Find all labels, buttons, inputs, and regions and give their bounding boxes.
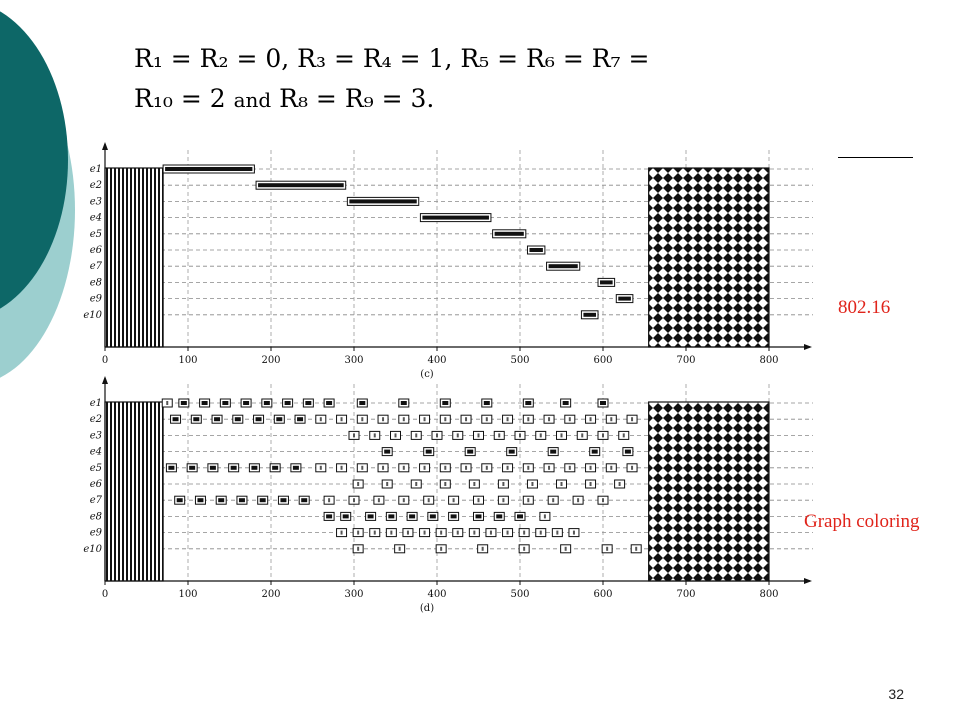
slot-filled — [272, 466, 278, 470]
slot-filled — [280, 498, 286, 502]
slot-empty — [424, 417, 426, 421]
schedule-block — [549, 264, 578, 268]
x-tick-label: 100 — [178, 589, 198, 600]
slot-empty — [353, 433, 355, 437]
slot-empty — [540, 433, 542, 437]
slot-filled — [430, 514, 436, 518]
slot-filled — [388, 514, 394, 518]
slot-filled — [218, 498, 224, 502]
slot-empty — [527, 417, 529, 421]
slot-filled — [222, 401, 228, 405]
row-label: e1 — [89, 398, 102, 409]
slot-empty — [407, 531, 409, 535]
x-tick-label: 600 — [593, 589, 613, 600]
slot-filled — [401, 401, 407, 405]
slot-filled — [343, 514, 349, 518]
slot-filled — [442, 401, 448, 405]
formula-and-word: and — [233, 88, 272, 112]
slot-filled — [168, 466, 174, 470]
slot-empty — [552, 498, 554, 502]
slot-empty — [569, 466, 571, 470]
slot-empty — [619, 482, 621, 486]
slot-filled — [181, 401, 187, 405]
slot-filled — [368, 514, 374, 518]
schedule-panel-d — [83, 376, 813, 614]
slot-empty — [507, 466, 509, 470]
slot-empty — [382, 417, 384, 421]
slot-filled — [214, 417, 220, 421]
row-label: e7 — [89, 495, 102, 507]
slot-filled — [426, 450, 432, 454]
x-tick-label: 300 — [344, 589, 364, 600]
slot-filled — [409, 514, 415, 518]
row-label: e4 — [89, 446, 102, 458]
schedule-block — [422, 216, 489, 220]
slot-filled — [496, 514, 502, 518]
slot-empty — [606, 547, 608, 551]
x-tick-label: 0 — [101, 589, 109, 600]
slot-empty — [527, 466, 529, 470]
x-tick-label: 300 — [344, 355, 364, 366]
slot-empty — [341, 531, 343, 535]
slot-filled — [467, 450, 473, 454]
slot-empty — [581, 433, 583, 437]
x-axis-arrow — [804, 344, 812, 350]
slot-filled — [525, 401, 531, 405]
slot-filled — [301, 498, 307, 502]
slot-empty — [403, 498, 405, 502]
slot-empty — [623, 433, 625, 437]
slot-empty — [544, 514, 546, 518]
slot-empty — [415, 482, 417, 486]
x-tick-label: 100 — [178, 355, 198, 366]
slot-empty — [378, 498, 380, 502]
slot-filled — [173, 417, 179, 421]
slot-empty — [540, 531, 542, 535]
row-label: e6 — [89, 479, 102, 490]
slot-filled — [210, 466, 216, 470]
row-label: e2 — [89, 180, 102, 192]
slot-empty — [357, 531, 359, 535]
slot-empty — [361, 466, 363, 470]
slot-empty — [473, 482, 475, 486]
slot-empty — [577, 498, 579, 502]
slot-empty — [415, 433, 417, 437]
row-label: e4 — [89, 212, 102, 224]
slot-filled — [256, 417, 262, 421]
slot-empty — [561, 482, 563, 486]
slot-empty — [440, 547, 442, 551]
slot-empty — [453, 498, 455, 502]
schedule-block — [165, 167, 252, 171]
checkered-region — [649, 402, 769, 581]
slot-empty — [498, 433, 500, 437]
slot-empty — [478, 433, 480, 437]
x-tick-label: 700 — [676, 355, 696, 366]
slot-filled — [260, 498, 266, 502]
slot-empty — [610, 417, 612, 421]
formula-line-2-rhs: R₈ = R₉ = 3. — [279, 84, 435, 113]
x-tick-label: 200 — [261, 355, 281, 366]
slot-filled — [326, 514, 332, 518]
slot-empty — [565, 547, 567, 551]
schedule-block — [349, 199, 416, 203]
slot-empty — [374, 433, 376, 437]
slot-filled — [592, 450, 598, 454]
schedule-figure — [78, 138, 818, 616]
slot-empty — [424, 466, 426, 470]
slot-empty — [590, 482, 592, 486]
row-label: e8 — [89, 511, 102, 523]
slot-empty — [602, 498, 604, 502]
slot-empty — [457, 433, 459, 437]
slot-filled — [451, 514, 457, 518]
slot-filled — [359, 401, 365, 405]
slot-empty — [519, 433, 521, 437]
slot-empty — [320, 466, 322, 470]
slot-filled — [251, 466, 257, 470]
slot-filled — [264, 401, 270, 405]
slot-empty — [507, 417, 509, 421]
slot-empty — [590, 466, 592, 470]
slot-filled — [202, 401, 208, 405]
slot-empty — [440, 531, 442, 535]
slot-empty — [341, 417, 343, 421]
slot-empty — [465, 417, 467, 421]
slot-filled — [243, 401, 249, 405]
slot-filled — [276, 417, 282, 421]
slot-empty — [631, 466, 633, 470]
slot-empty — [486, 466, 488, 470]
x-tick-label: 500 — [510, 589, 530, 600]
slot-empty — [374, 531, 376, 535]
slot-filled — [231, 466, 237, 470]
slot-empty — [166, 401, 168, 405]
slot-filled — [484, 401, 490, 405]
slot-empty — [457, 531, 459, 535]
slot-filled — [193, 417, 199, 421]
top-rule-line — [838, 157, 913, 158]
schedule-block — [495, 232, 524, 236]
slot-empty — [320, 417, 322, 421]
slot-empty — [395, 433, 397, 437]
slot-filled — [384, 450, 390, 454]
slot-filled — [297, 417, 303, 421]
slot-filled — [197, 498, 203, 502]
slot-empty — [328, 498, 330, 502]
slot-empty — [482, 547, 484, 551]
formula-line-2 — [134, 84, 434, 113]
y-axis-arrow — [102, 376, 108, 384]
slot-filled — [177, 498, 183, 502]
slot-filled — [326, 401, 332, 405]
x-tick-label: 0 — [101, 355, 109, 366]
checkered-region — [649, 168, 769, 347]
x-tick-label: 500 — [510, 355, 530, 366]
slot-filled — [305, 401, 311, 405]
slot-empty — [569, 417, 571, 421]
x-tick-label: 700 — [676, 589, 696, 600]
slot-empty — [444, 482, 446, 486]
slot-empty — [386, 482, 388, 486]
slot-empty — [473, 531, 475, 535]
row-label: e3 — [89, 196, 102, 208]
slot-empty — [357, 547, 359, 551]
slot-empty — [478, 498, 480, 502]
x-tick-label: 400 — [427, 355, 447, 366]
schedule-panel-c — [83, 142, 813, 380]
slot-filled — [517, 514, 523, 518]
slot-empty — [486, 417, 488, 421]
schedule-block — [583, 313, 596, 317]
slot-empty — [602, 433, 604, 437]
slot-empty — [399, 547, 401, 551]
slot-empty — [424, 531, 426, 535]
row-label: e2 — [89, 414, 102, 426]
slot-empty — [531, 482, 533, 486]
slot-filled — [600, 401, 606, 405]
slot-empty — [523, 547, 525, 551]
slot-empty — [548, 417, 550, 421]
slot-empty — [502, 498, 504, 502]
slot-empty — [573, 531, 575, 535]
row-label: e1 — [89, 164, 102, 175]
slot-filled — [189, 466, 195, 470]
slot-filled — [293, 466, 299, 470]
y-axis-arrow — [102, 142, 108, 150]
slot-empty — [428, 498, 430, 502]
slot-empty — [353, 498, 355, 502]
row-label: e6 — [89, 245, 102, 256]
striped-region — [105, 402, 163, 581]
slot-filled — [239, 498, 245, 502]
slot-empty — [403, 417, 405, 421]
slot-empty — [631, 417, 633, 421]
row-label: e9 — [89, 527, 102, 539]
slot-empty — [444, 417, 446, 421]
x-tick-label: 200 — [261, 589, 281, 600]
schedule-block — [618, 297, 631, 301]
row-label: e10 — [83, 543, 102, 555]
schedule-block — [600, 280, 613, 284]
slot-empty — [490, 531, 492, 535]
slot-empty — [382, 466, 384, 470]
graph-coloring-caption: Graph coloring — [804, 511, 920, 532]
row-label: e9 — [89, 293, 102, 305]
slot-empty — [590, 417, 592, 421]
slot-empty — [465, 466, 467, 470]
slot-filled — [285, 401, 291, 405]
slot-filled — [509, 450, 515, 454]
slot-empty — [361, 417, 363, 421]
schedule-block — [258, 183, 344, 187]
slot-filled — [476, 514, 482, 518]
slot-empty — [357, 482, 359, 486]
slot-filled — [235, 417, 241, 421]
slot-empty — [610, 466, 612, 470]
row-label: e10 — [83, 309, 102, 321]
row-label: e5 — [89, 228, 102, 240]
slot-empty — [444, 466, 446, 470]
row-label: e8 — [89, 277, 102, 289]
slot-filled — [563, 401, 569, 405]
x-tick-label: 800 — [759, 589, 779, 600]
formula-line-2-lhs: R₁₀ = 2 — [134, 84, 226, 113]
x-tick-label: 400 — [427, 589, 447, 600]
x-tick-label: 600 — [593, 355, 613, 366]
slot-empty — [390, 531, 392, 535]
side-number-label: 802.16 — [838, 297, 891, 318]
slot-empty — [556, 531, 558, 535]
row-label: e3 — [89, 430, 102, 442]
page-number: 32 — [888, 686, 904, 702]
slot-empty — [561, 433, 563, 437]
x-axis-arrow — [804, 578, 812, 584]
schedule-block — [529, 248, 542, 252]
formula-line-1: R₁ = R₂ = 0, R₃ = R₄ = 1, R₅ = R₆ = R₇ = — [134, 44, 650, 73]
slot-empty — [635, 547, 637, 551]
slot-empty — [548, 466, 550, 470]
slot-filled — [550, 450, 556, 454]
slot-empty — [502, 482, 504, 486]
row-label: e5 — [89, 462, 102, 474]
row-label: e7 — [89, 261, 102, 273]
slot-empty — [341, 466, 343, 470]
panel-label: (c) — [420, 369, 434, 380]
striped-region — [105, 168, 163, 347]
slot-empty — [523, 531, 525, 535]
slot-empty — [507, 531, 509, 535]
panel-label: (d) — [419, 603, 435, 614]
x-tick-label: 800 — [759, 355, 779, 366]
slot-empty — [403, 466, 405, 470]
slot-empty — [527, 498, 529, 502]
slot-filled — [625, 450, 631, 454]
slot-empty — [436, 433, 438, 437]
